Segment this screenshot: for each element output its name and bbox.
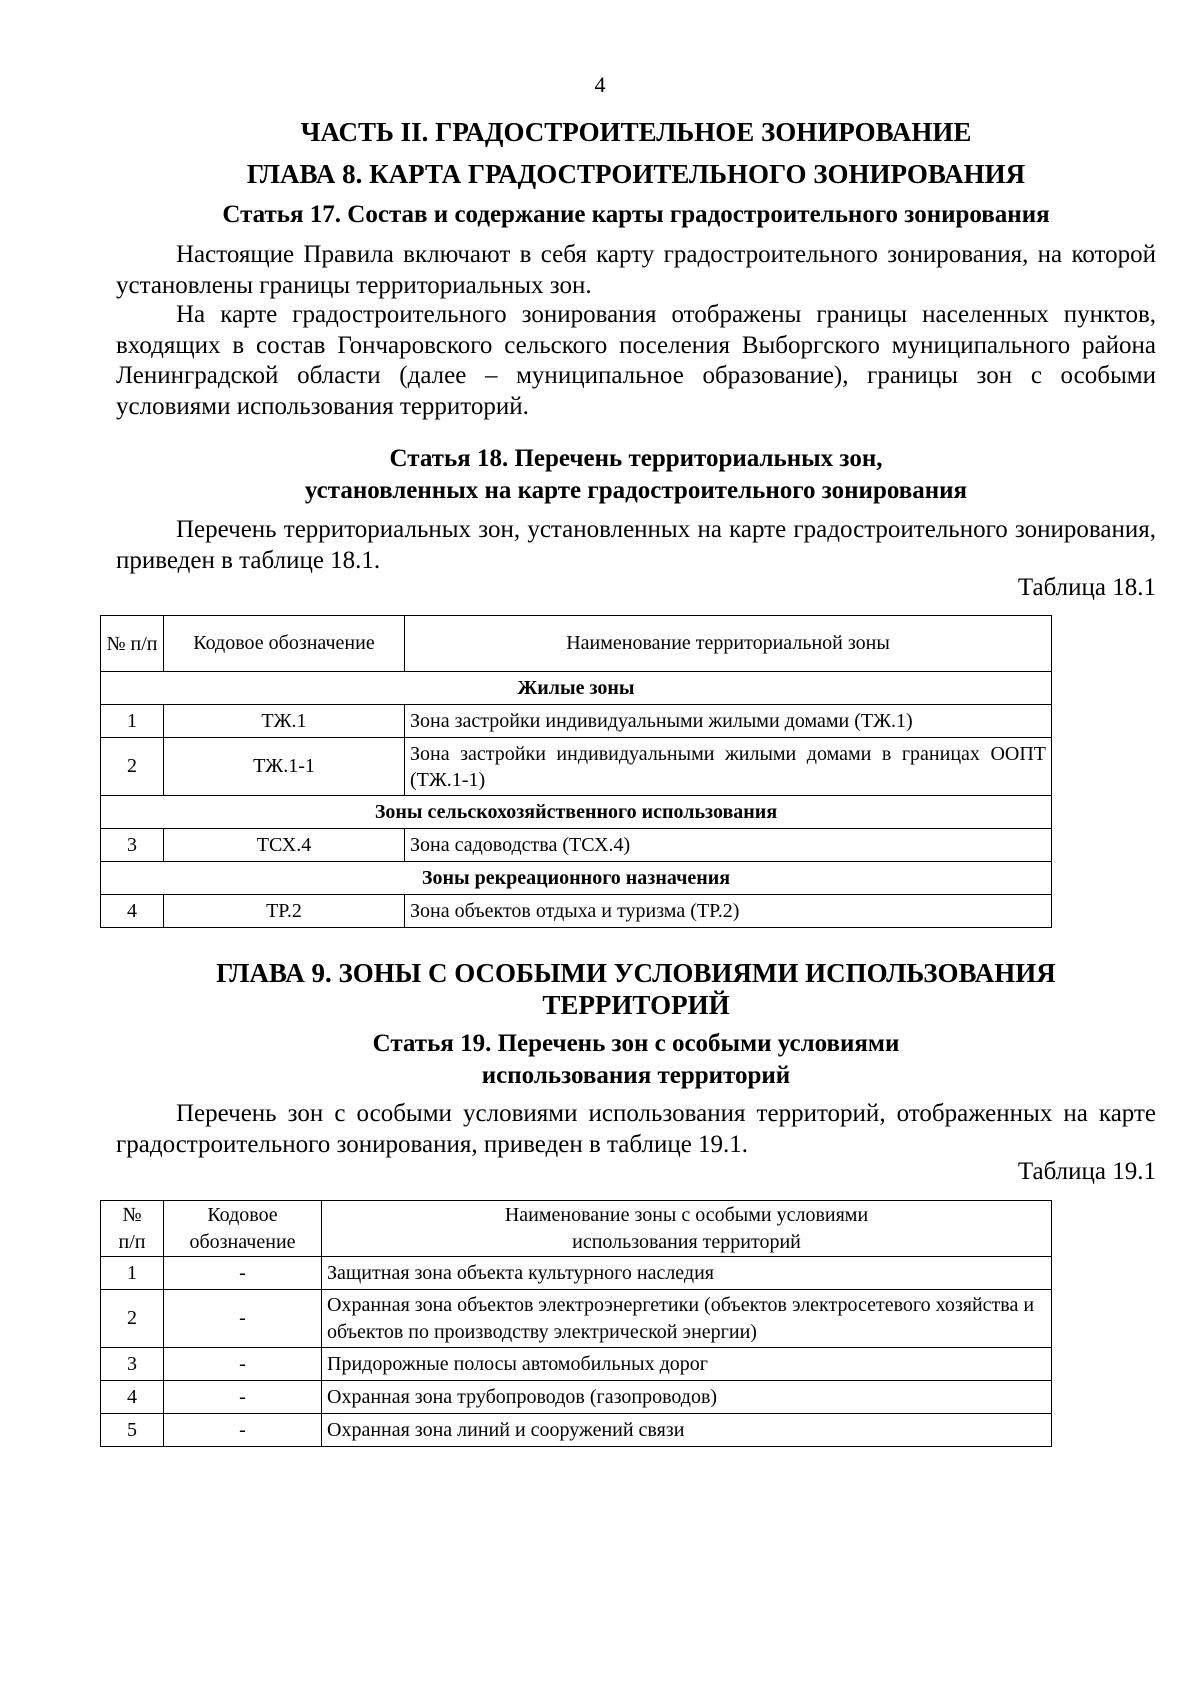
article-17-paragraph-2: На карте градостроительного зонирования отображены границы населенных пунктов, входящих в состав Гончаровского сельского поселения Выборгского муниципального района Ленинградской области (далее – муниципальное образование), границы зон с особыми условиями использования территорий. [116, 301, 1156, 420]
table-row [101, 829, 1052, 862]
article-18-heading-line-2: установленных на карте градостроительного зонирования [304, 477, 968, 504]
cell-name: Охранная зона трубопроводов (газопроводов) [322, 1381, 1052, 1414]
header-code-line-2: обозначение [189, 1230, 296, 1253]
article-18-paragraph: Перечень территориальных зон, установленных на карте градостроительного зонирования, приведен в таблице 18.1. [116, 516, 1156, 574]
table-19-1 [100, 1200, 1052, 1447]
cell-num: 3 [101, 1348, 164, 1381]
table-row [101, 1290, 1052, 1348]
cell-num: 2 [101, 738, 164, 796]
cell-name: Зона застройки индивидуальными жилыми домами в границах ООПТ (ТЖ.1-1) [405, 738, 1052, 796]
part-heading: ЧАСТЬ II. ГРАДОСТРОИТЕЛЬНОЕ ЗОНИРОВАНИЕ [300, 117, 972, 147]
header-num-line-2: п/п [118, 1230, 146, 1253]
cell-code: ТЖ.1 [164, 705, 405, 738]
table-row [101, 1257, 1052, 1290]
chapter-9-heading-line-2: ТЕРРИТОРИЙ [542, 990, 730, 1020]
cell-num: 2 [101, 1290, 164, 1348]
header-name-line-2: использования территорий [572, 1230, 801, 1253]
table-18-1 [100, 615, 1052, 928]
section-title: Зоны сельскохозяйственного использования [101, 796, 1052, 829]
cell-code: - [164, 1290, 322, 1348]
chapter-8-heading: ГЛАВА 8. КАРТА ГРАДОСТРОИТЕЛЬНОГО ЗОНИРОВАНИЯ [246, 159, 1026, 189]
table-row [101, 738, 1052, 796]
article-17-heading: Статья 17. Состав и содержание карты градостроительного зонирования [222, 201, 1050, 228]
cell-num: 4 [101, 895, 164, 928]
cell-name: Охранная зона объектов электроэнергетики (объектов электросетевого хозяйства и объектов по производству электрической энергии) [322, 1290, 1052, 1348]
table-row [101, 1414, 1052, 1447]
header-name [322, 1201, 1052, 1257]
table-row [101, 895, 1052, 928]
header-num [101, 1201, 164, 1257]
cell-code: - [164, 1381, 322, 1414]
section-title: Жилые зоны [101, 672, 1052, 705]
article-17-paragraph-1: Настоящие Правила включают в себя карту градостроительного зонирования, на которой установлены границы территориальных зон. [116, 241, 1156, 299]
table-row [101, 1381, 1052, 1414]
cell-num: 1 [101, 1257, 164, 1290]
article-19-heading [116, 1028, 1156, 1092]
cell-num: 5 [101, 1414, 164, 1447]
table-row [101, 1348, 1052, 1381]
cell-name: Зона застройки индивидуальными жилыми домами (ТЖ.1) [405, 705, 1052, 738]
cell-num: 3 [101, 829, 164, 862]
article-19-heading-line-2: использования территорий [481, 1062, 791, 1089]
table-19-1-caption: Таблица 19.1 [1017, 1158, 1156, 1185]
article-18-heading-line-1: Статья 18. Перечень территориальных зон, [389, 445, 883, 472]
header-num: № п/п [101, 616, 164, 672]
header-num-line-1: № [122, 1203, 142, 1226]
header-name: Наименование территориальной зоны [405, 616, 1052, 672]
section-title: Зоны рекреационного назначения [101, 862, 1052, 895]
cell-name: Зона объектов отдыха и туризма (ТР.2) [405, 895, 1052, 928]
cell-name: Зона садоводства (ТСХ.4) [405, 829, 1052, 862]
cell-num: 4 [101, 1381, 164, 1414]
article-18-heading [116, 443, 1156, 507]
section-row [101, 862, 1052, 895]
chapter-9-heading-line-1: ГЛАВА 9. ЗОНЫ С ОСОБЫМИ УСЛОВИЯМИ ИСПОЛЬЗОВАНИЯ [216, 958, 1056, 988]
cell-code: ТСХ.4 [164, 829, 405, 862]
cell-name: Защитная зона объекта культурного наследия [322, 1257, 1052, 1290]
article-19-paragraph: Перечень зон с особыми условиями использования территорий, отображенных на карте градостроительного зонирования, приведен в таблице 19.1. [116, 1100, 1156, 1158]
header-code-line-1: Кодовое [207, 1203, 278, 1226]
table-18-1-caption: Таблица 18.1 [1017, 574, 1156, 601]
table-header-row [101, 1201, 1052, 1257]
header-code [164, 1201, 322, 1257]
chapter-9-heading [116, 957, 1156, 1021]
section-row [101, 672, 1052, 705]
section-row [101, 796, 1052, 829]
header-code: Кодовое обозначение [164, 616, 405, 672]
cell-code: - [164, 1348, 322, 1381]
cell-code: ТР.2 [164, 895, 405, 928]
header-name-line-1: Наименование зоны с особыми условиями [504, 1203, 869, 1226]
cell-code: - [164, 1257, 322, 1290]
article-19-heading-line-1: Статья 19. Перечень зон с особыми условиями [372, 1030, 900, 1057]
cell-code: ТЖ.1-1 [164, 738, 405, 796]
table-row [101, 705, 1052, 738]
page-number: 4 [594, 72, 606, 97]
table-header-row [101, 616, 1052, 672]
cell-name: Придорожные полосы автомобильных дорог [322, 1348, 1052, 1381]
cell-num: 1 [101, 705, 164, 738]
cell-code: - [164, 1414, 322, 1447]
cell-name: Охранная зона линий и сооружений связи [322, 1414, 1052, 1447]
